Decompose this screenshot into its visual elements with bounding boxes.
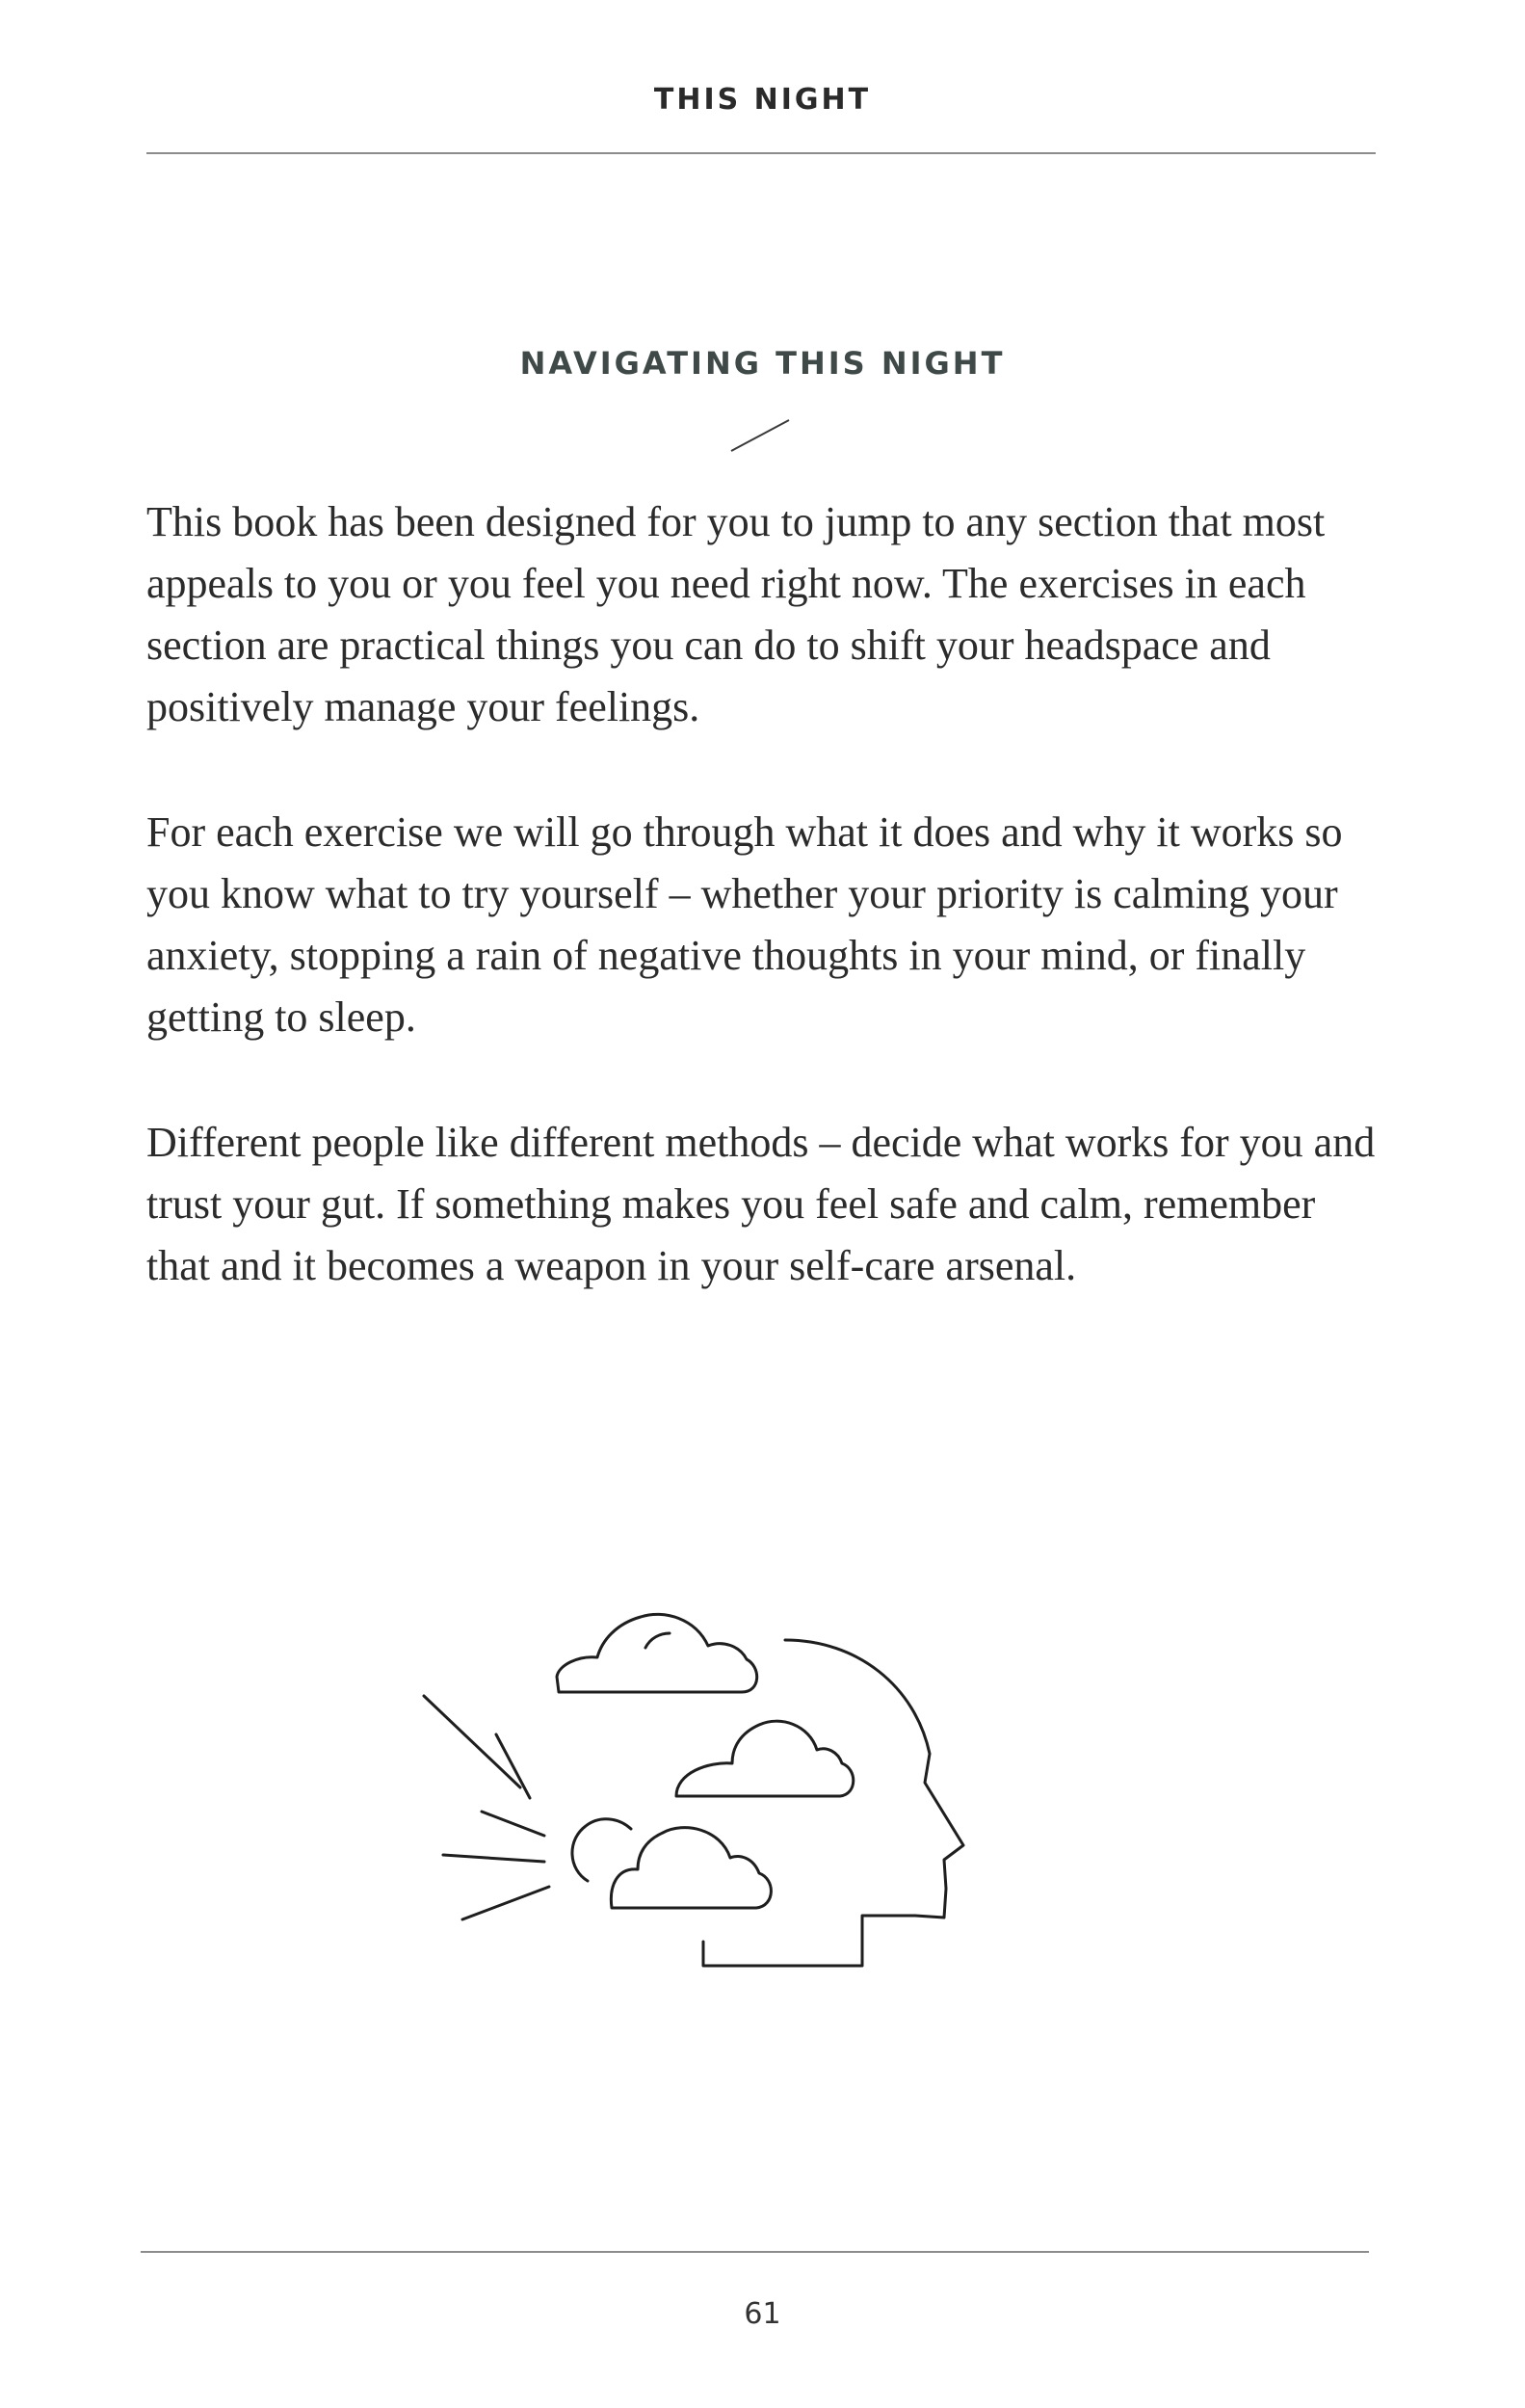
section-title: NAVIGATING THIS NIGHT <box>519 345 1006 382</box>
slash-ornament-icon <box>727 416 795 455</box>
paragraph: This book has been designed for you to jump to any section that most appeals to you or you feel you need right now. The exercises in each section are practical things you can do to shift your headspace and positively manage your feelings. <box>146 498 1326 730</box>
header-rule <box>146 152 1376 154</box>
running-head: THIS NIGHT <box>653 83 872 117</box>
body-text <box>146 491 1389 1361</box>
page-number: 61 <box>744 2297 781 2331</box>
footer-rule <box>141 2251 1369 2253</box>
head-with-clouds-icon <box>337 1580 1012 2043</box>
paragraph: For each exercise we will go through what it does and why it works so you know what to try yourself – whether your priority is calming your anxiety, stopping a rain of negative thoughts in your mind, or finally getting to sleep. <box>146 808 1343 1041</box>
paragraph: Different people like different methods – decide what works for you and trust your gut. If something makes you feel safe and calm, remember that and it becomes a weapon in your self-care arsenal. <box>146 1119 1376 1289</box>
